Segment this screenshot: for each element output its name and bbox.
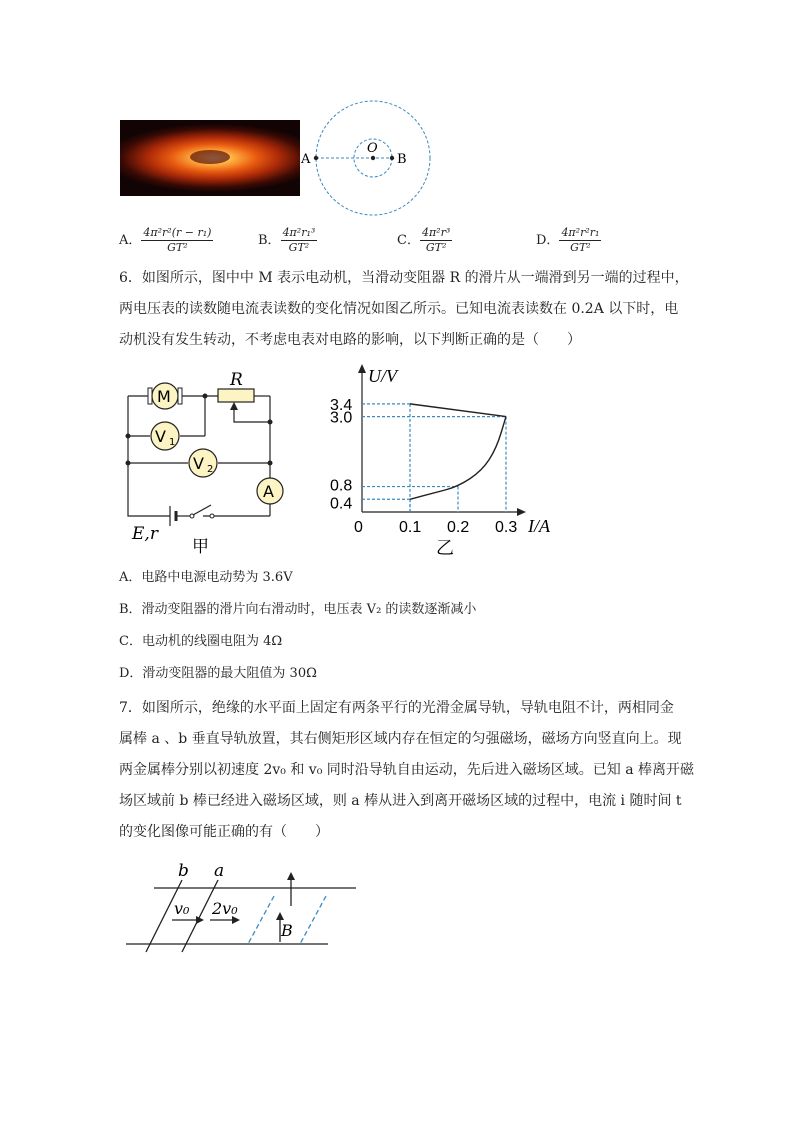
option-letter: C．: [397, 233, 420, 248]
source-label: E,r: [132, 524, 158, 544]
q5-option-d[interactable]: [536, 226, 601, 255]
option-den: GT²: [288, 241, 310, 254]
q7-line-4: 场区域前 b 棒已经进入磁场区域，则 a 棒从进入到离开磁场区域的过程中，电流 i 随时间 t: [119, 793, 682, 809]
v-a-label: 2v₀: [212, 899, 238, 918]
origin-label: 0: [354, 519, 363, 536]
y-axis-label: U/V: [368, 366, 397, 386]
q6-line-2: 两电压表的读数随电流表读数的变化情况如图乙所示。已知电流表读数在 0.2A 以下时，电: [119, 301, 679, 317]
option-letter: B．: [258, 233, 281, 248]
q7-line-5: 的变化图像可能正确的有（ ）: [119, 824, 329, 840]
option-num: 4π²r²(r − r₁): [143, 226, 212, 239]
x-tick-label: 0.2: [447, 519, 470, 536]
v1-sub: 1: [169, 437, 176, 448]
option-den: GT²: [167, 241, 188, 254]
series-line-1: [410, 404, 506, 417]
q6-option-b[interactable]: B．滑动变阻器的滑片向右滑动时，电压表 V₂ 的读数逐渐减小: [119, 602, 477, 617]
circuit-diagram: [118, 366, 288, 558]
q6-line-3: 动机没有发生转动，不考虑电表对电路的影响，以下判断正确的是（ ）: [119, 332, 581, 348]
point-b-label: B: [397, 152, 407, 167]
q6-option-a[interactable]: A．电路中电源电动势为 3.6V: [119, 570, 293, 585]
option-letter: D．: [536, 233, 560, 248]
x-axis-label: I/A: [528, 516, 550, 536]
chart-caption: 乙: [436, 538, 454, 559]
q5-option-c[interactable]: [397, 226, 452, 255]
q5-option-b[interactable]: [258, 226, 317, 255]
ammeter-label: A: [263, 482, 274, 501]
q6-line-1: 6．如图所示，图中中 M 表示电动机，当滑动变阻器 R 的滑片从一端滑到另一端的过程中，: [119, 270, 689, 286]
q6-option-c[interactable]: C．电动机的线圈电阻为 4Ω: [119, 634, 283, 649]
v2-label: V: [193, 454, 204, 473]
orbit-diagram: [300, 96, 440, 220]
v1-label: V: [155, 427, 166, 446]
q6-option-d[interactable]: D．滑动变阻器的最大阻值为 30Ω: [119, 666, 317, 681]
x-tick-label: 0.3: [495, 519, 518, 536]
point-o-label: O: [367, 141, 378, 156]
q5-option-a[interactable]: [119, 226, 213, 255]
y-tick-label: 3.0: [330, 409, 353, 427]
rails-diagram: [124, 858, 364, 958]
option-den: GT²: [570, 241, 591, 254]
option-letter: A．: [119, 233, 142, 248]
y-tick-label: 0.8: [330, 477, 353, 495]
x-tick-label: 0.1: [399, 519, 422, 536]
ui-graph: [326, 362, 566, 560]
q7-line-3: 两金属棒分别以初速度 2v₀ 和 v₀ 同时沿导轨自由运动，先后进入磁场区域。已知 a 棒离开磁: [119, 762, 694, 778]
y-tick-label: 0.4: [330, 495, 353, 513]
rod-b-label: b: [178, 861, 189, 881]
point-a-label: A: [301, 152, 311, 167]
y-tick-label: 3.4: [330, 396, 353, 414]
resistor-label: R: [230, 370, 243, 390]
field-label: B: [281, 921, 293, 940]
option-num: 4π²r²r₁: [561, 226, 600, 239]
circuit-caption: 甲: [192, 537, 209, 557]
rod-a-label: a: [214, 861, 225, 881]
option-den: GT²: [425, 241, 447, 254]
q7-line-2: 属棒 a 、b 垂直导轨放置，其右侧矩形区域内存在恒定的匀强磁场，磁场方向竖直向上。现: [119, 731, 682, 747]
galaxy-image: [120, 120, 300, 196]
v-b-label: v₀: [174, 899, 190, 918]
motor-label: M: [157, 387, 171, 406]
q7-line-1: 7．如图所示，绝缘的水平面上固定有两条平行的光滑金属导轨，导轨电阻不计，两相同金: [119, 700, 674, 716]
v2-sub: 2: [207, 464, 214, 475]
option-num: 4π²r³: [421, 226, 451, 239]
option-num: 4π²r₁³: [282, 226, 316, 239]
